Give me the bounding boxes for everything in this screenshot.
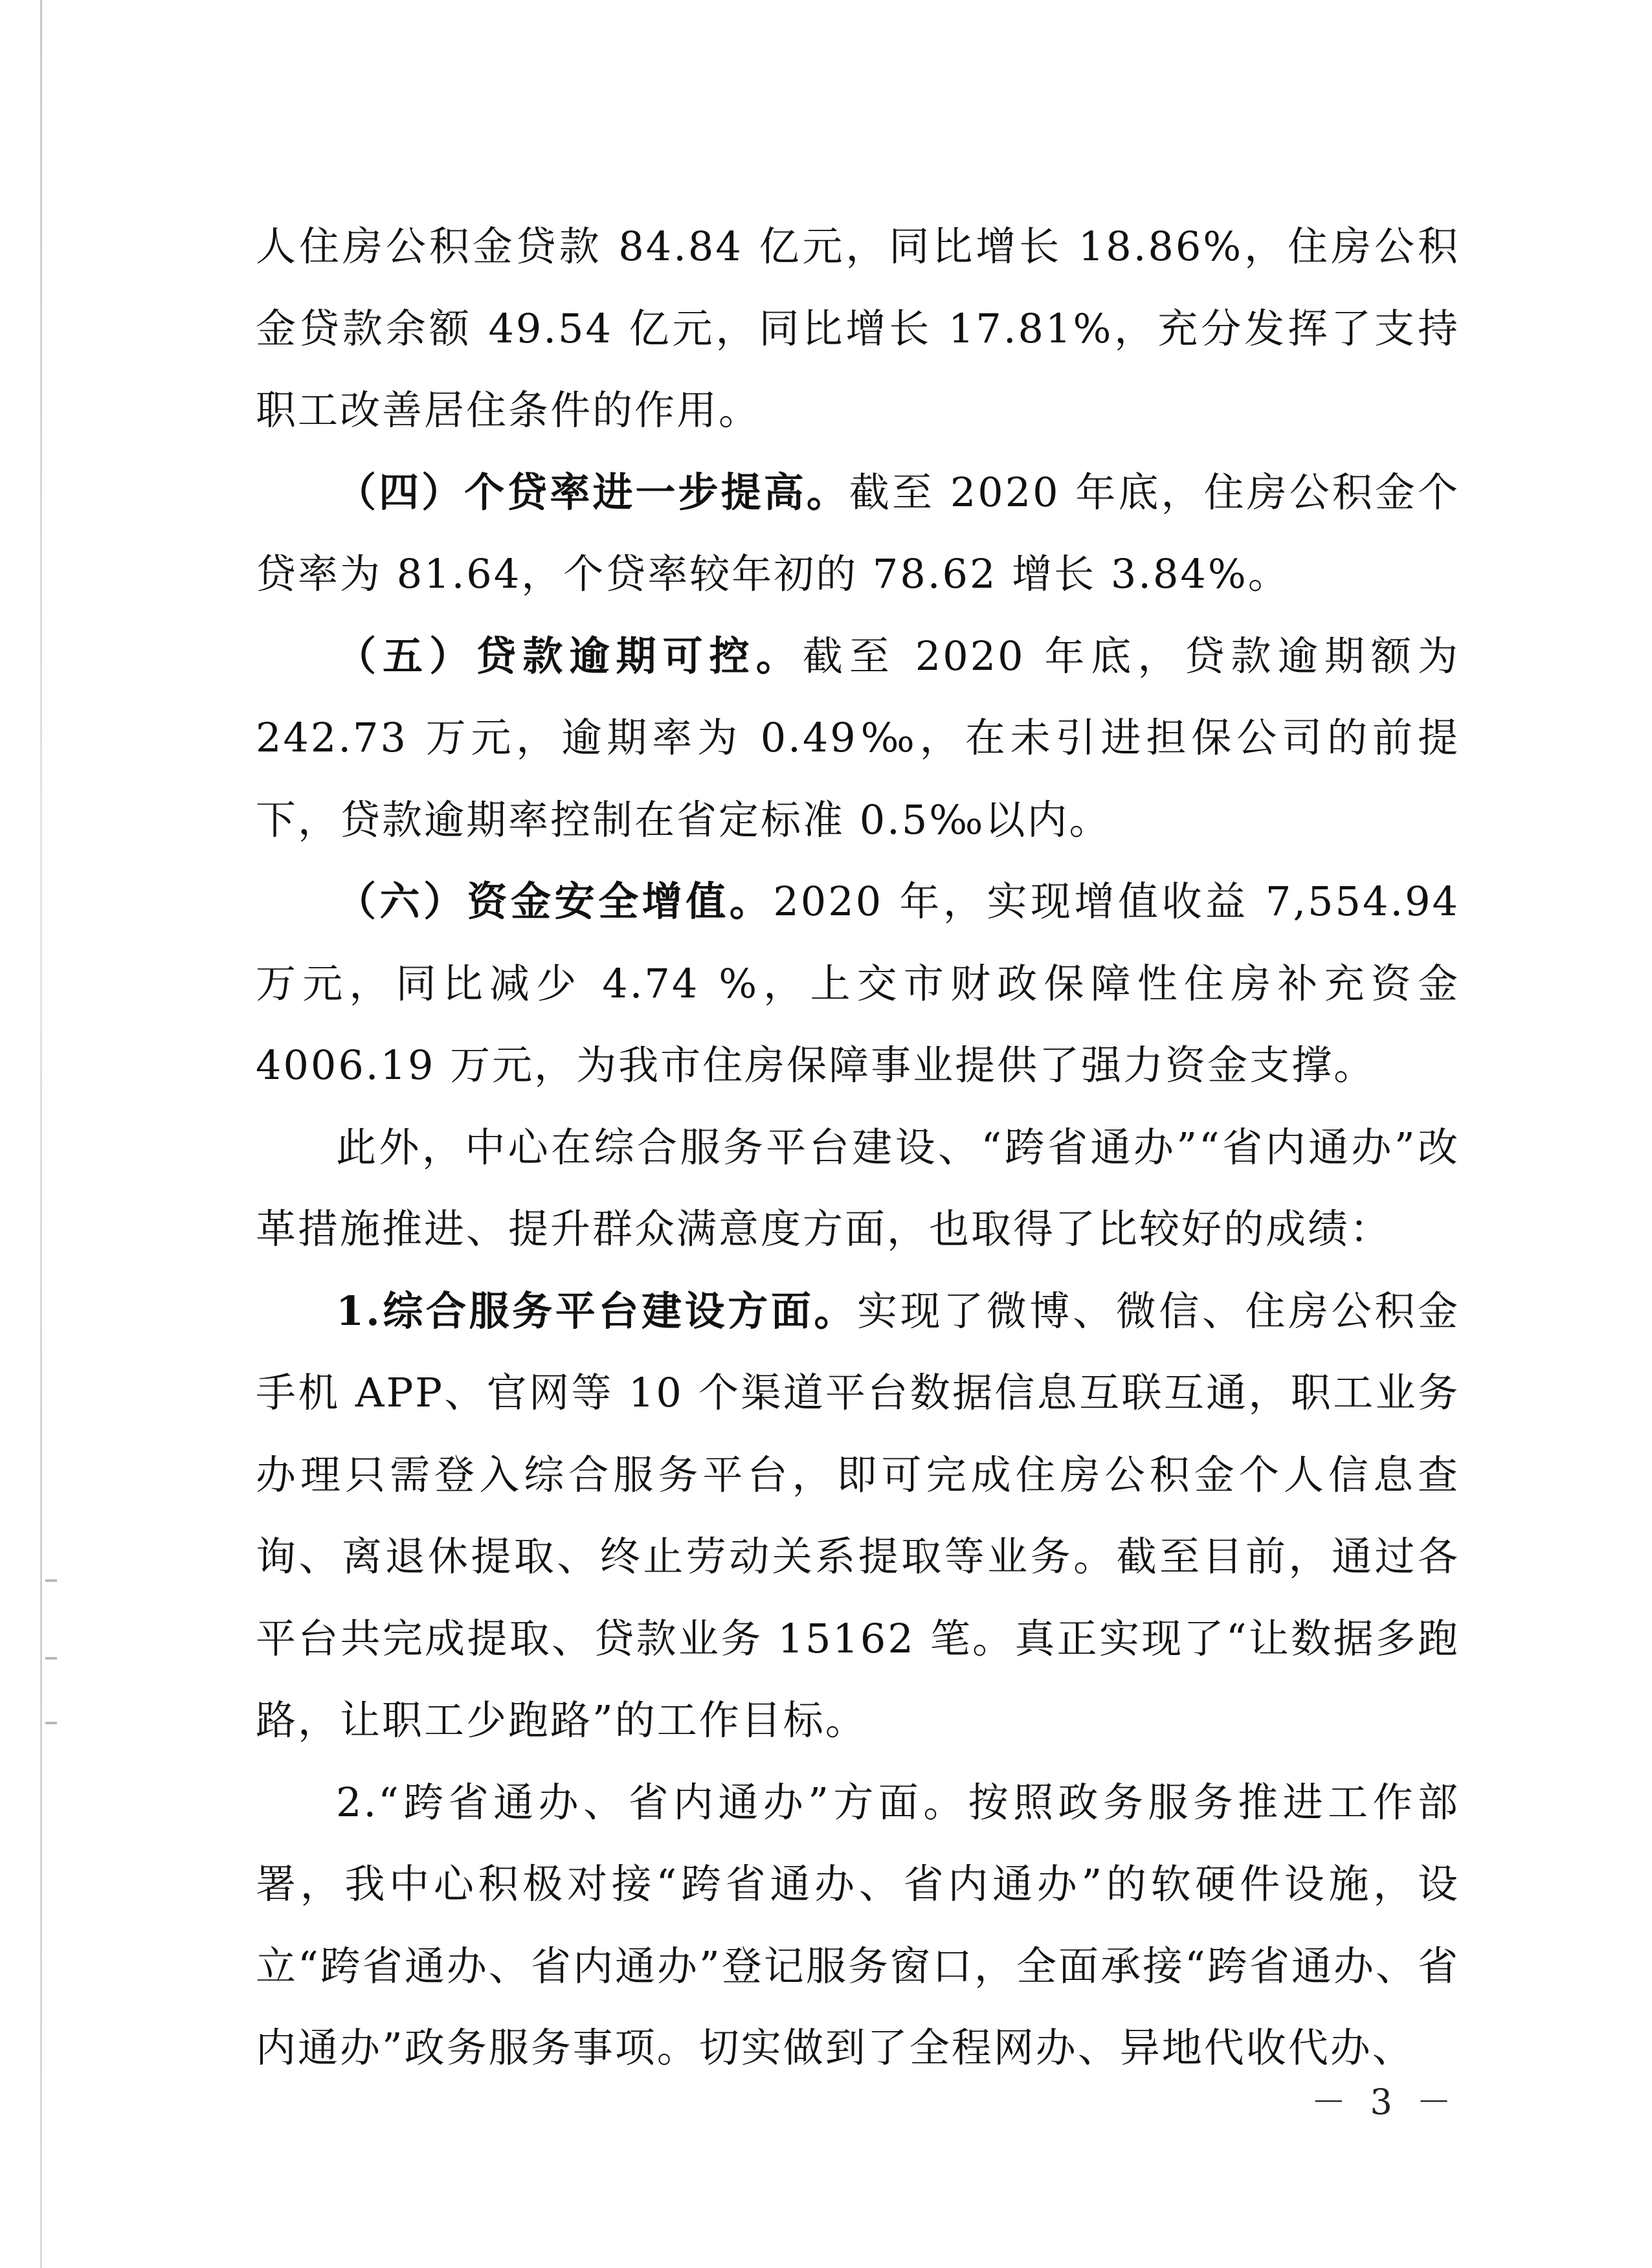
paragraph-text: 人住房公积金贷款 84.84 亿元，同比增长 18.86%，住房公积金贷款余额 49.54 亿元，同比增长 17.81%，充分发挥了支持职工改善居住条件的作用。	[256, 223, 1460, 434]
paragraph-6	[256, 1271, 1460, 1762]
page-number: － 3 －	[1311, 2082, 1458, 2122]
paragraph-4	[256, 861, 1460, 1107]
paragraph-text: 2.“跨省通办、省内通办”方面。按照政务服务推进工作部署，我中心积极对接“跨省通办、省内通办”的软硬件设施，设立“跨省通办、省内通办”登记服务窗口，全面承接“跨省通办、省内通办”政务服务事项。切实做到了全程网办、异地代收代办、	[256, 1778, 1460, 2071]
paragraph-text: 实现了微博、微信、住房公积金手机 APP、官网等 10 个渠道平台数据信息互联互通，职工业务办理只需登入综合服务平台，即可完成住房公积金个人信息查询、离退休提取、终止劳动关系提取等业务。截至目前，通过各平台共完成提取、贷款业务 15162 笔。真正实现了“让数据多跑路，让职工少跑路”的工作目标。	[256, 1287, 1460, 1744]
binding-mark	[45, 1657, 57, 1660]
paragraph-text: 2020 年，实现增值收益 7,554.94 万元，同比减少 4.74 %，上交市财政保障性住房补充资金 4006.19 万元，为我市住房保障事业提供了强力资金支撑。	[256, 878, 1460, 1089]
paragraph-heading: （四）个贷率进一步提高。	[336, 468, 849, 516]
paragraph-1	[256, 206, 1460, 452]
paragraph-7	[256, 1762, 1460, 2089]
paragraph-text: 截至 2020 年底，贷款逾期额为 242.73 万元，逾期率为 0.49‰，在未引进担保公司的前提下，贷款逾期率控制在省定标准 0.5‰以内。	[256, 632, 1460, 843]
paragraph-text: 此外，中心在综合服务平台建设、“跨省通办”“省内通办”改革措施推进、提升群众满意度方面，也取得了比较好的成绩：	[256, 1123, 1460, 1252]
paragraph-5	[256, 1107, 1460, 1271]
binding-mark	[45, 1579, 57, 1582]
binding-mark	[45, 1722, 57, 1724]
paragraph-3	[256, 616, 1460, 862]
paragraph-text: 截至 2020 年底，住房公积金个贷率为 81.64，个贷率较年初的 78.62 增长 3.84%。	[256, 468, 1460, 597]
paragraph-heading: （六）资金安全增值。	[336, 878, 774, 925]
paragraph-heading: （五）贷款逾期可控。	[336, 632, 803, 680]
document-body	[256, 206, 1460, 2089]
scan-edge	[40, 0, 42, 2268]
paragraph-2	[256, 452, 1460, 616]
paragraph-heading: 1.综合服务平台建设方面。	[336, 1287, 858, 1335]
